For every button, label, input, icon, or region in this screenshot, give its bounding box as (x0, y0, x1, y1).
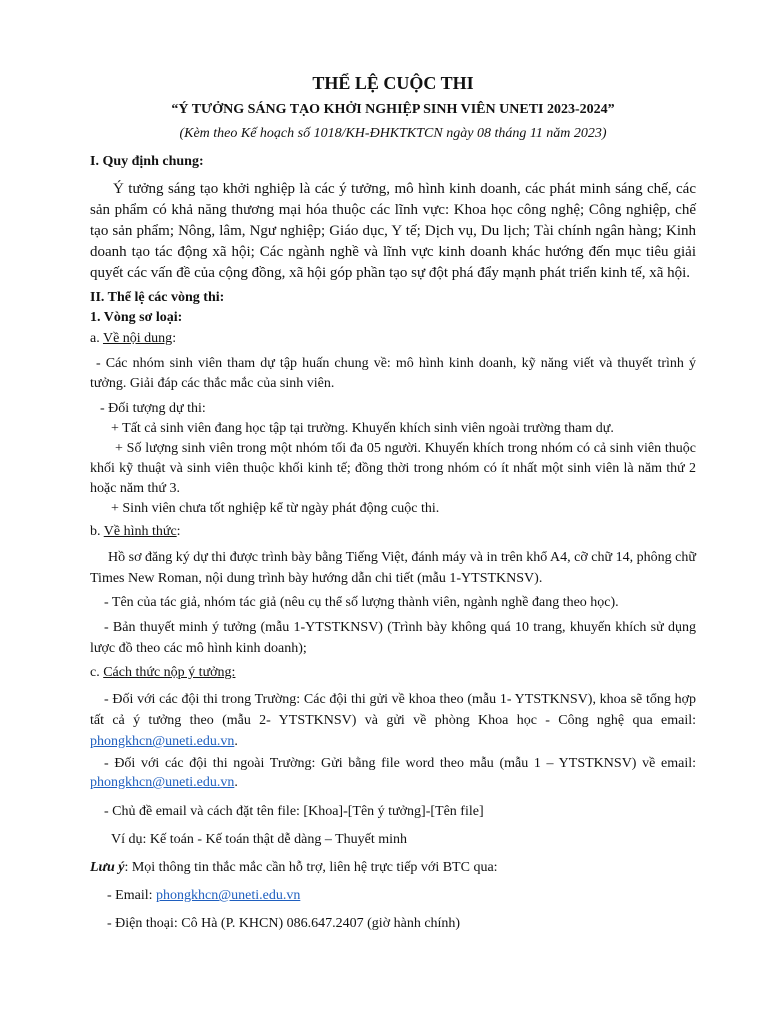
item-c-outside-text: - Đối với các đội thi ngoài Trường: Gửi bằng file word theo mẫu (mẫu 1 – YTSTKNSV) về email: (104, 756, 696, 771)
item-b-heading (90, 522, 696, 542)
round-1-heading: 1. Vòng sơ loại: (90, 310, 183, 325)
example-line: Ví dụ: Kế toán - Kế toán thật dễ dàng – Thuyết minh (111, 832, 408, 847)
item-a-label: Về nội dung (102, 331, 173, 346)
item-c-outside (90, 754, 696, 792)
item-b-line-3: - Bản thuyết minh ý tưởng (mẫu 1-YTSTKNSV) (Trình bày không quá 10 trang, khuyến khích sử dụng lược đồ theo các mô hình kinh doanh); (90, 620, 696, 656)
section-2-heading: II. Thể lệ các vòng thi: (90, 290, 225, 305)
item-c-heading (90, 663, 696, 683)
participants-bullet-3: + Sinh viên chưa tốt nghiệp kể từ ngày phát động cuộc thi. (111, 501, 440, 516)
item-a-heading (90, 329, 696, 349)
attachment-note: (Kèm theo Kế hoạch số 1018/KH-ĐHKTKTCN ngày 08 tháng 11 năm 2023) (179, 126, 607, 141)
participants-heading: - Đối tượng dự thi: (100, 401, 206, 416)
item-c-inside-text: - Đối với các đội thi trong Trường: Các đội thi gửi về khoa theo (mẫu 1- YTSTKNSV), khoa sẽ tổng hợp tất cả ý tưởng theo (mẫu 2- YTSTKNSV) và gửi về phòng Khoa học - Công nghệ qua email: (90, 692, 696, 728)
participants-bullet-1: + Tất cả sinh viên đang học tập tại trường. Khuyến khích sinh viên ngoài trường tham dự. (111, 421, 614, 436)
item-a-content: - Các nhóm sinh viên tham dự tập huấn chung về: mô hình kinh doanh, kỹ năng viết và thuyết trình ý tưởng. Giải đáp các thắc mắc của sinh viên. (90, 356, 696, 391)
document-page (90, 60, 696, 934)
item-b-suffix: : (176, 524, 181, 539)
item-b-paragraph: Hồ sơ đăng ký dự thi được trình bày bằng Tiếng Việt, đánh máy và in trên khổ A4, cỡ chữ 14, phông chữ Times New Roman, nội dung trình bày hướng dẫn chi tiết (mẫu 1-YTSTKNSV). (90, 550, 696, 586)
inside-email-link[interactable]: phongkhcn@uneti.edu.vn (90, 734, 235, 749)
document-subtitle: “Ý TƯỞNG SÁNG TẠO KHỞI NGHIỆP SINH VIÊN UNETI 2023-2024” (171, 102, 615, 117)
outside-email-period: . (234, 775, 238, 790)
note-label: Lưu ý (90, 860, 125, 875)
note-text: : Mọi thông tin thắc mắc cần hỗ trợ, liên hệ trực tiếp với BTC qua: (124, 860, 498, 875)
item-a-suffix: : (172, 331, 177, 346)
item-c-inside (90, 689, 696, 752)
note-line (90, 858, 696, 878)
contact-email-line (90, 886, 696, 906)
section-1-heading: I. Quy định chung: (90, 154, 204, 169)
email-subject-line: - Chủ đề email và cách đặt tên file: [Khoa]-[Tên ý tưởng]-[Tên file] (104, 804, 484, 819)
contact-email-link[interactable]: phongkhcn@uneti.edu.vn (156, 888, 301, 903)
item-b-line-2: - Tên của tác giả, nhóm tác giả (nêu cụ thể số lượng thành viên, ngành nghề đang theo học). (104, 595, 619, 610)
contact-email-label: - Email: (107, 888, 156, 903)
item-b-prefix: b. (90, 524, 101, 539)
section-1-paragraph: Ý tưởng sáng tạo khởi nghiệp là các ý tưởng, mô hình kinh doanh, các phát minh sáng chế, các sản phẩm có khả năng thương mại hóa thuộc các lĩnh vực: Khoa học công nghệ; Công nghiệp, chế tạo sản phẩm; Nông, lâm, Ngư nghiệp; Giáo dục, Y tế; Dịch vụ, Du lịch; Tài chính ngân hàng; Kinh doanh tạo tác động xã hội; Các ngành nghề và lĩnh vực kinh doanh khác hướng đến mục tiêu giải quyết các vấn đề của cộng đồng, xã hội góp phần tạo sự đột phá đẩy mạnh phát triển kinh tế, xã hội. (90, 181, 696, 281)
item-b-label: Về hình thức (103, 524, 177, 539)
item-c-prefix: c. (90, 665, 100, 680)
contact-phone-line: - Điện thoại: Cô Hà (P. KHCN) 086.647.2407 (giờ hành chính) (107, 916, 461, 931)
item-c-label: Cách thức nộp ý tưởng: (103, 665, 236, 680)
outside-email-link[interactable]: phongkhcn@uneti.edu.vn (90, 775, 235, 790)
document-title: THỂ LỆ CUỘC THI (312, 73, 474, 93)
participants-bullet-2: + Số lượng sinh viên trong một nhóm tối đa 05 người. Khuyến khích trong nhóm có cả sinh viên thuộc khối kỹ thuật và sinh viên thuộc khối kinh tế; đồng thời trong nhóm có ít nhất một sinh viên là năm thứ 2 hoặc năm thứ 3. (90, 441, 696, 496)
inside-email-period: . (234, 734, 238, 749)
item-a-prefix: a. (90, 331, 100, 346)
